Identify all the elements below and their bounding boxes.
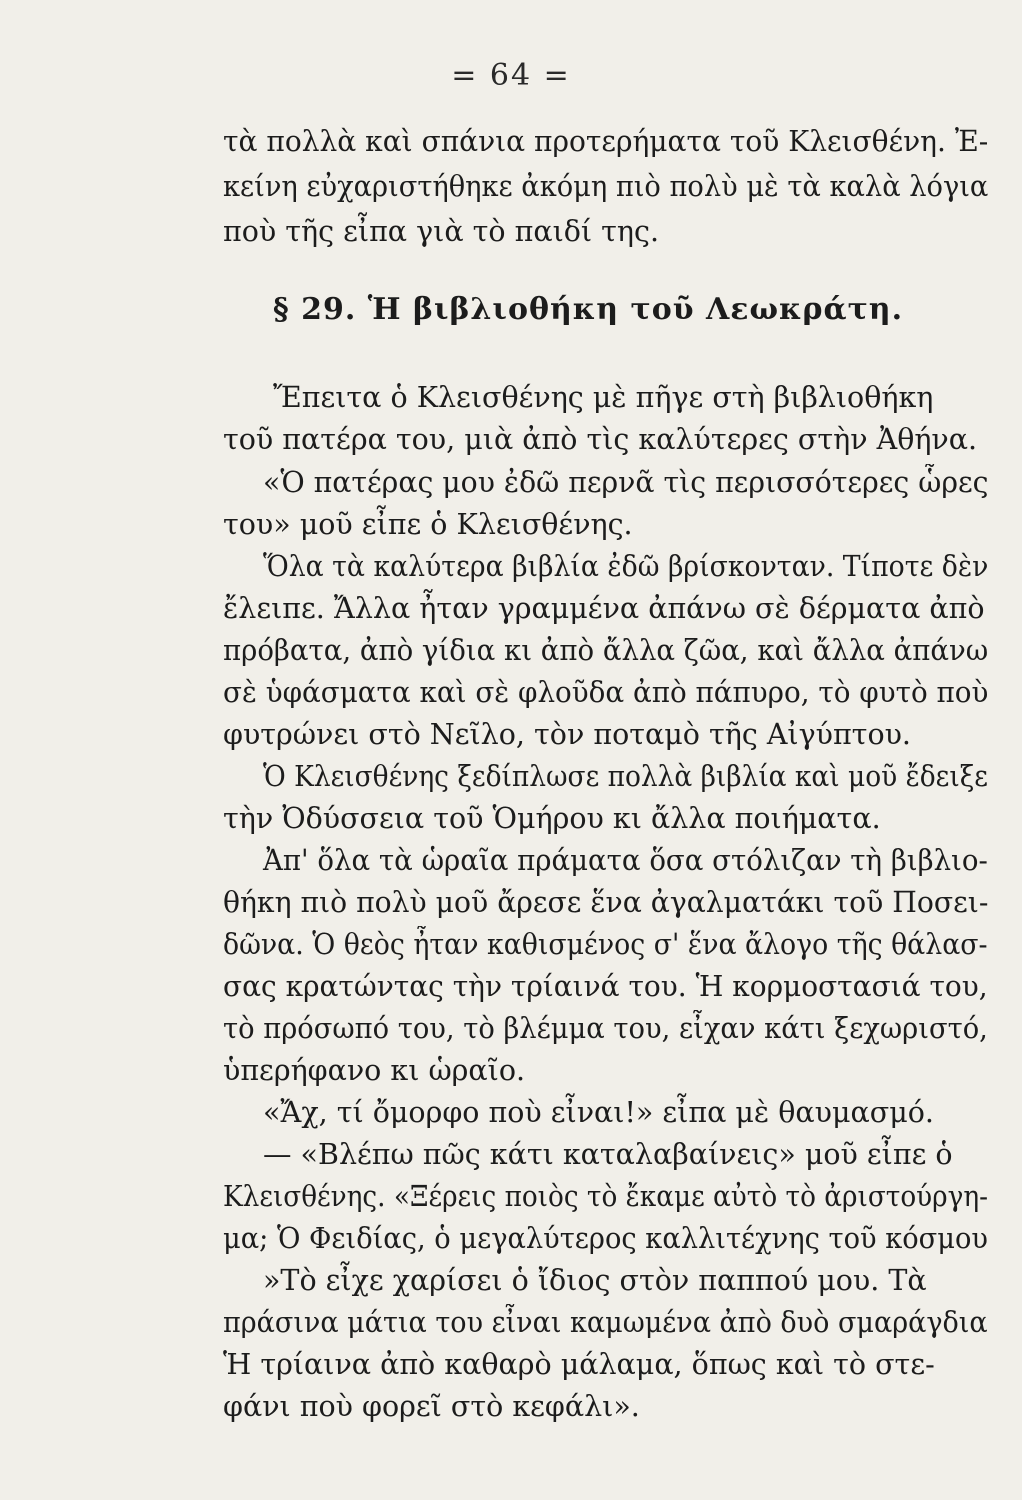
- text-line: Κλεισθένης. «Ξέρεις ποιὸς τὸ ἔκαμε αὐτὸ τὸ ἀριστούργη-: [223, 1180, 988, 1213]
- text-line: ποὺ τῆς εἶπα γιὰ τὸ παιδί της.: [223, 215, 660, 248]
- text-line: σὲ ὑφάσματα καὶ σὲ φλοῦδα ἀπὸ πάπυρο, τὸ φυτὸ ποὺ: [223, 676, 989, 709]
- text-line: φυτρώνει στὸ Νεῖλο, τὸν ποταμὸ τῆς Αἰγύπτου.: [223, 718, 911, 751]
- text-line: Ὅλα τὰ καλύτερα βιβλία ἐδῶ βρίσκονταν. Τίποτε δὲν: [263, 550, 989, 583]
- text-line: κείνη εὐχαριστήθηκε ἀκόμη πιὸ πολὺ μὲ τὰ καλὰ λόγια: [223, 170, 989, 203]
- text-line: »Τὸ εἶχε χαρίσει ὁ ἴδιος στὸν παππού μου. Τὰ: [263, 1264, 927, 1297]
- text-line: ἔλειπε. Ἄλλα ἦταν γραμμένα ἀπάνω σὲ δέρματα ἀπὸ: [223, 592, 985, 625]
- text-line: τὴν Ὀδύσσεια τοῦ Ὁμήρου κι ἄλλα ποιήματα.: [223, 802, 881, 835]
- text-line: σας κρατώντας τὴν τρίαινά του. Ἡ κορμοστασιά του,: [223, 970, 988, 1003]
- page-number: = 64 =: [451, 58, 571, 93]
- text-line: πρόβατα, ἀπὸ γίδια κι ἀπὸ ἄλλα ζῶα, καὶ ἄλλα ἀπάνω: [223, 634, 989, 667]
- text-line: τοῦ πατέρα του, μιὰ ἀπὸ τὶς καλύτερες στὴν Ἀθήνα.: [223, 423, 978, 456]
- text-line: ὑπερήφανο κι ὡραῖο.: [223, 1054, 526, 1087]
- text-line: φάνι ποὺ φορεῖ στὸ κεφάλι».: [223, 1390, 640, 1423]
- text-line: δῶνα. Ὁ θεὸς ἦταν καθισμένος σ' ἕνα ἄλογο τῆς θάλασ-: [223, 928, 988, 961]
- text-line: «Ἄχ, τί ὄμορφο ποὺ εἶναι!» εἶπα μὲ θαυμασμό.: [263, 1096, 934, 1129]
- text-line: «Ὁ πατέρας μου ἐδῶ περνᾶ τὶς περισσότερες ὧρες: [263, 466, 989, 499]
- text-line: — «Βλέπω πῶς κάτι καταλαβαίνεις» μοῦ εἶπε ὁ: [263, 1138, 953, 1171]
- text-line: του» μοῦ εἶπε ὁ Κλεισθένης.: [223, 508, 633, 541]
- text-line: Ἔπειτα ὁ Κλεισθένης μὲ πῆγε στὴ βιβλιοθήκη: [273, 381, 934, 414]
- text-line: Ὁ Κλεισθένης ξεδίπλωσε πολλὰ βιβλία καὶ μοῦ ἔδειξε: [263, 760, 988, 793]
- text-line: μα; Ὁ Φειδίας, ὁ μεγαλύτερος καλλιτέχνης τοῦ κόσμου: [223, 1222, 988, 1255]
- text-line: πράσινα μάτια του εἶναι καμωμένα ἀπὸ δυὸ σμαράγδια: [223, 1306, 988, 1339]
- text-line: Ἀπ' ὅλα τὰ ὡραῖα πράματα ὅσα στόλιζαν τὴ βιβλιο-: [263, 844, 988, 877]
- text-line: Ἡ τρίαινα ἀπὸ καθαρὸ μάλαμα, ὅπως καὶ τὸ στε-: [223, 1348, 935, 1381]
- text-line: τὰ πολλὰ καὶ σπάνια προτερήματα τοῦ Κλεισθένη. Ἐ-: [223, 125, 989, 158]
- section-heading: § 29. Ἡ βιβλιοθήκη τοῦ Λεωκράτη.: [273, 292, 904, 327]
- text-line: θήκη πιὸ πολὺ μοῦ ἄρεσε ἕνα ἀγαλματάκι τοῦ Ποσει-: [223, 886, 989, 919]
- text-line: τὸ πρόσωπό του, τὸ βλέμμα του, εἶχαν κάτι ξεχωριστό,: [223, 1012, 988, 1045]
